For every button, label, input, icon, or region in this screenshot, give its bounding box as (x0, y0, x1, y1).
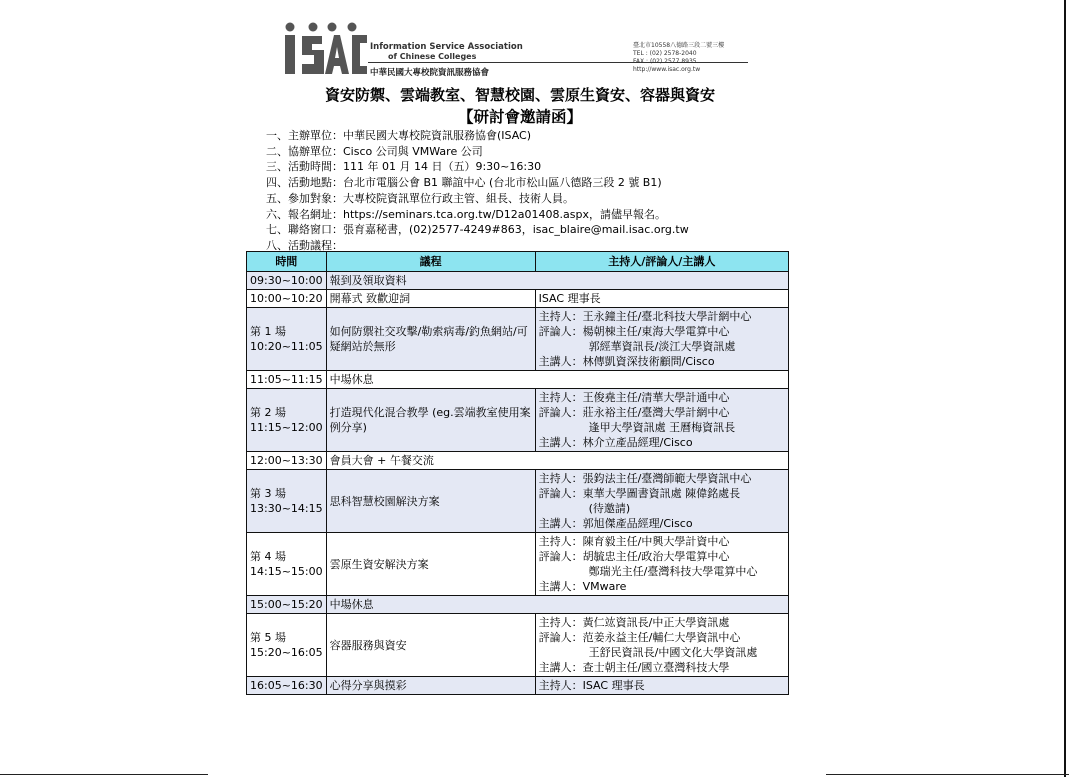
agenda-program-cell (326, 533, 535, 596)
agenda-people-cell (535, 533, 788, 596)
info-organizer: 一、主辦單位：中華民國大專校院資訊服務協會(ISAC) (266, 129, 532, 142)
speaker-line: 主講人：VMware (538, 580, 627, 593)
speaker-line: 鄭瑞光主任/臺灣科技大學電算中心 (588, 565, 758, 578)
program-title: 開幕式 致歡迎詞 (329, 292, 411, 305)
speaker-line: 主講人：林傳凱資深技術顧問/Cisco (538, 355, 715, 368)
info-co-organizer: 二、協辦單位：Cisco 公司與 VMWare 公司 (266, 144, 483, 158)
agenda-time-cell (247, 596, 327, 614)
agenda-row (247, 389, 789, 452)
session-time: 09:30~10:00 (250, 274, 323, 287)
agenda-program-cell (326, 596, 788, 614)
header-people: 主持人/評論人/主講人 (535, 252, 788, 272)
agenda-program-cell (326, 290, 535, 308)
speaker-line: 主持人：王俊堯主任/清華大學計通中心 (538, 391, 730, 404)
program-title: 如何防禦社交攻擊/勒索病毒/釣魚網站/可疑網站於無形 (329, 325, 528, 353)
page-right-border (1064, 0, 1066, 777)
session-number: 第 3 場 (250, 487, 286, 500)
event-info-list (266, 128, 689, 254)
header-time: 時間 (247, 252, 327, 272)
footer-rule-left (0, 774, 208, 775)
info-audience: 五、參加對象：大專校院資訊單位行政主管、組長、技術人員。 (266, 191, 574, 205)
info-date-time: 三、活動時間：111 年 01 月 14 日（五）9:30~16:30 (266, 160, 542, 174)
speaker-line: 評論人：楊朝棟主任/東海大學電算中心 (538, 325, 730, 338)
speaker-line: 評論人：胡毓忠主任/政治大學電算中心 (538, 550, 730, 563)
contact-website: http://www.isac.org.tw (633, 66, 701, 73)
session-time: 11:05~11:15 (250, 373, 323, 386)
speaker-line: 王舒民資訊長/中國文化大學資訊處 (588, 646, 758, 659)
agenda-time-cell (247, 533, 327, 596)
session-number: 第 4 場 (250, 550, 286, 563)
program-title: 思科智慧校園解決方案 (329, 494, 440, 508)
session-time: 13:30~14:15 (250, 502, 323, 515)
info-contact: 七、聯絡窗口：張育嘉秘書，(02)2577-4249#863，isac_blaire@mail.isac.org.tw (266, 223, 689, 237)
speaker-line: 評論人：東華大學圖書資訊處 陳偉銘處長 (538, 487, 741, 500)
agenda-header-row (247, 252, 789, 272)
agenda-row (247, 677, 789, 695)
agenda-program-cell (326, 614, 535, 677)
session-time: 14:15~15:00 (250, 565, 323, 578)
agenda-row (247, 614, 789, 677)
agenda-row (247, 272, 789, 290)
document-subtitle: 【研討會邀請函】 (457, 108, 582, 126)
agenda-time-cell (247, 290, 327, 308)
speaker-line: 評論人：莊永裕主任/臺灣大學計網中心 (538, 406, 730, 419)
agenda-time-cell (247, 272, 327, 290)
session-time: 11:15~12:00 (250, 421, 323, 434)
agenda-time-cell (247, 371, 327, 389)
document-title: 資安防禦、雲端教室、智慧校園、雲原生資安、容器與資安 (324, 86, 715, 104)
info-venue: 四、活動地點：台北市電腦公會 B1 聯誼中心 (台北市松山區八德路三段 2 號 B1) (266, 176, 662, 190)
contact-address: 臺北市10558八德路三段二號三樓 (633, 42, 725, 49)
contact-block (633, 42, 724, 74)
program-title: 雲原生資安解決方案 (329, 557, 429, 571)
agenda-program-cell (326, 677, 535, 695)
session-time: 10:00~10:20 (250, 292, 323, 305)
agenda-row (247, 290, 789, 308)
agenda-row (247, 470, 789, 533)
speaker-line: 主講人：查士朝主任/國立臺灣科技大學 (538, 661, 730, 674)
session-number: 第 2 場 (250, 406, 286, 419)
info-agenda-heading: 八、活動議程： (266, 238, 343, 252)
program-title: 心得分享與摸彩 (329, 679, 407, 692)
speaker-line: 主持人：黃仁竑資訊長/中正大學資訊處 (538, 616, 730, 629)
agenda-row (247, 452, 789, 470)
program-title: 容器服務與資安 (329, 638, 407, 652)
agenda-row (247, 308, 789, 371)
session-time: 16:05~16:30 (250, 679, 323, 692)
agenda-time-cell (247, 470, 327, 533)
agenda-row (247, 533, 789, 596)
agenda-program-cell (326, 452, 788, 470)
session-time: 10:20~11:05 (250, 340, 323, 353)
agenda-program-cell (326, 470, 535, 533)
session-number: 第 5 場 (250, 631, 286, 644)
speaker-line: ISAC 理事長 (538, 292, 601, 305)
session-time: 15:20~16:05 (250, 646, 323, 659)
association-name-en-line1: Information Service Association (370, 42, 523, 52)
agenda-people-cell (535, 677, 788, 695)
program-title: 中場休息 (329, 373, 374, 386)
speaker-line: 主講人：林介立產品經理/Cisco (538, 436, 693, 449)
session-time: 12:00~13:30 (250, 454, 323, 467)
speaker-line: 主講人：郭旭傑產品經理/Cisco (538, 517, 693, 530)
contact-fax: FAX : (02) 2577 8935 (633, 58, 697, 65)
agenda-time-cell (247, 677, 327, 695)
agenda-people-cell (535, 290, 788, 308)
agenda-time-cell (247, 389, 327, 452)
agenda-table (246, 251, 789, 695)
agenda-time-cell (247, 614, 327, 677)
speaker-line: 主持人：ISAC 理事長 (538, 679, 645, 692)
program-title: 會員大會 + 午餐交流 (329, 454, 434, 467)
program-title: 打造現代化混合教學 (eg.雲端教室使用案例分享) (329, 406, 531, 434)
speaker-line: 主持人：張鈞法主任/臺灣師範大學資訊中心 (538, 472, 752, 485)
association-name-zh: 中華民國大專校院資訊服務協會 (370, 68, 490, 78)
speaker-line: (待邀請) (588, 502, 631, 515)
agenda-program-cell (326, 308, 535, 371)
session-number: 第 1 場 (250, 325, 286, 338)
info-registration-url: 六、報名網址：https://seminars.tca.org.tw/D12a01408.aspx，請儘早報名。 (266, 207, 666, 221)
agenda-program-cell (326, 389, 535, 452)
agenda-program-cell (326, 272, 788, 290)
agenda-people-cell (535, 308, 788, 371)
program-title: 報到及領取資料 (329, 274, 407, 287)
agenda-people-cell (535, 389, 788, 452)
agenda-program-cell (326, 371, 788, 389)
speaker-line: 評論人：范姜永益主任/輔仁大學資訊中心 (538, 631, 741, 644)
session-time: 15:00~15:20 (250, 598, 323, 611)
speaker-line: 郭經華資訊長/淡江大學資訊處 (588, 340, 736, 353)
speaker-line: 主持人：陳育毅主任/中興大學計資中心 (538, 535, 730, 548)
letterhead (284, 22, 754, 84)
contact-tel: TEL : (02) 2578-2040 (633, 50, 697, 57)
agenda-people-cell (535, 470, 788, 533)
agenda-row (247, 596, 789, 614)
association-name-en-line2: of Chinese Colleges (388, 52, 477, 61)
agenda-people-cell (535, 614, 788, 677)
header-program: 議程 (326, 252, 535, 272)
speaker-line: 主持人：王永鐘主任/臺北科技大學計網中心 (538, 310, 752, 323)
footer-rule-right (826, 774, 1069, 775)
isac-logo-mark (284, 22, 368, 76)
program-title: 中場休息 (329, 598, 374, 611)
speaker-line: 逢甲大學資訊處 王曆梅資訊長 (588, 421, 736, 434)
agenda-time-cell (247, 452, 327, 470)
agenda-time-cell (247, 308, 327, 371)
agenda-row (247, 371, 789, 389)
